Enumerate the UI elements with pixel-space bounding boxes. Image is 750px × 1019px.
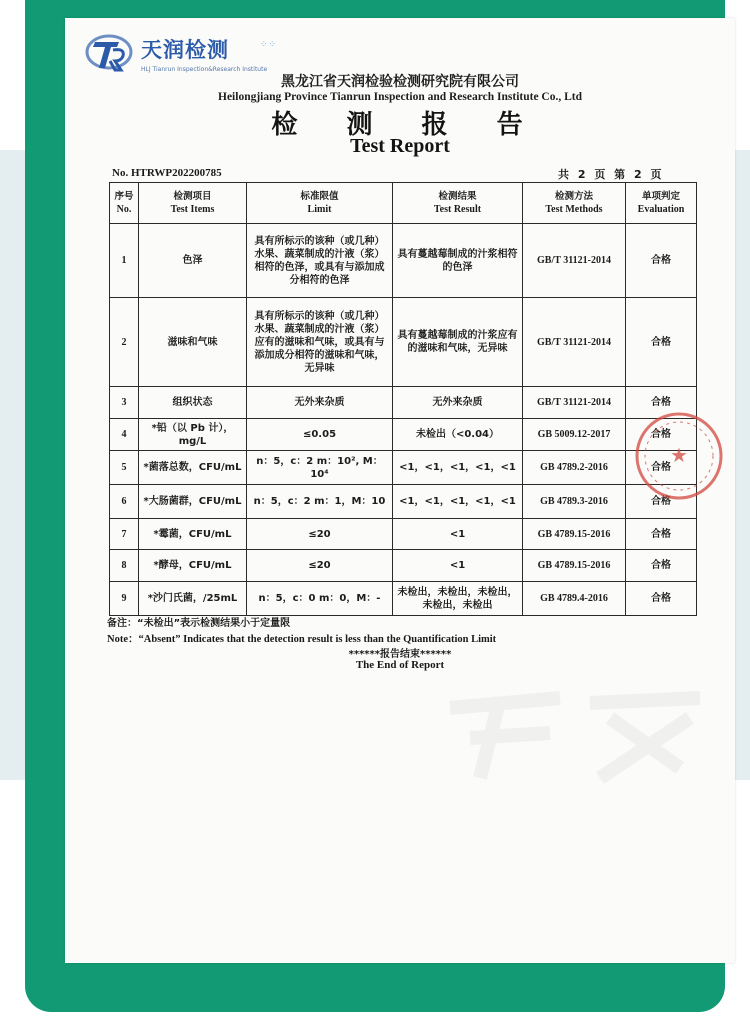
cell-method: GB 4789.15-2016 xyxy=(523,550,626,582)
cell-item: *铅（以 Pb 计），mg/L xyxy=(139,419,247,451)
cell-evaluation: 合格 xyxy=(626,582,697,616)
cell-evaluation: 合格 xyxy=(626,550,697,582)
cell-method: GB 5009.12-2017 xyxy=(523,419,626,451)
table-row xyxy=(110,387,697,419)
end-of-report-cn: ******报告结束****** xyxy=(348,649,452,660)
cell-item: 色泽 xyxy=(139,224,247,298)
table-row xyxy=(110,519,697,550)
table-row xyxy=(110,298,697,387)
report-number: No. HTRWP202200785 xyxy=(112,167,222,179)
cell-result: <1，<1，<1，<1，<1 xyxy=(393,451,523,485)
cell-result: 具有蔓越莓制成的汁浆应有的滋味和气味，无异味 xyxy=(393,298,523,387)
cell-limit: n：5，c：0 m：0，M：- xyxy=(247,582,393,616)
header-limit: 标准限值 Limit xyxy=(247,183,393,224)
table-row xyxy=(110,451,697,485)
green-frame xyxy=(25,0,725,1012)
official-stamp-icon xyxy=(633,410,725,502)
cell-limit: n：5，c：2 m：10², M：10⁴ xyxy=(247,451,393,485)
results-table xyxy=(109,182,697,616)
cell-limit: ≤20 xyxy=(247,519,393,550)
cell-no: 3 xyxy=(110,387,139,419)
logo-dots-icon: ⁘⁘ xyxy=(260,39,278,49)
cell-evaluation: 合格 xyxy=(626,419,697,451)
cell-limit: 具有所标示的该种（或几种）水果、蔬菜制成的汁液（浆）相符的色泽，或具有与添加成分相符的色泽 xyxy=(247,224,393,298)
cell-method: GB/T 31121-2014 xyxy=(523,298,626,387)
cell-evaluation: 合格 xyxy=(626,485,697,519)
table-row xyxy=(110,582,697,616)
cell-evaluation: 合格 xyxy=(626,451,697,485)
end-of-report-en: The End of Report xyxy=(355,659,445,671)
organization-name-en: Heilongjiang Province Tianrun Inspection and Research Institute Co., Ltd xyxy=(218,91,582,103)
cell-method: GB 4789.15-2016 xyxy=(523,519,626,550)
cell-method: GB 4789.2-2016 xyxy=(523,451,626,485)
report-title-cn: 检 测 报 告 xyxy=(271,110,543,140)
cell-evaluation: 合格 xyxy=(626,298,697,387)
cell-item: *沙门氏菌，/25mL xyxy=(139,582,247,616)
cell-item: *大肠菌群，CFU/mL xyxy=(139,485,247,519)
cell-result: 无外来杂质 xyxy=(393,387,523,419)
cell-no: 4 xyxy=(110,419,139,451)
cell-method: GB/T 31121-2014 xyxy=(523,387,626,419)
cell-result: <1，<1，<1，<1，<1 xyxy=(393,485,523,519)
cell-item: *酵母，CFU/mL xyxy=(139,550,247,582)
cell-result: 具有蔓越莓制成的汁浆相符的色泽 xyxy=(393,224,523,298)
page-info: 共 2 页 第 2 页 xyxy=(558,168,662,181)
organization-name-cn: 黑龙江省天润检验检测研究院有限公司 xyxy=(281,74,519,90)
table-row xyxy=(110,550,697,582)
cell-method: GB 4789.3-2016 xyxy=(523,485,626,519)
cell-no: 6 xyxy=(110,485,139,519)
cell-limit: ≤20 xyxy=(247,550,393,582)
header-test-result: 检测结果 Test Result xyxy=(393,183,523,224)
cell-no: 2 xyxy=(110,298,139,387)
header-test-methods: 检测方法 Test Methods xyxy=(523,183,626,224)
cell-limit: n：5，c：2 m：1，M：10 xyxy=(247,485,393,519)
header-evaluation: 单项判定 Evaluation xyxy=(626,183,697,224)
svg-text:★: ★ xyxy=(670,443,688,467)
note-cn: 备注：“未检出”表示检测结果小于定量限 xyxy=(107,618,291,629)
cell-limit: ≤0.05 xyxy=(247,419,393,451)
header-test-items: 检测项目 Test Items xyxy=(139,183,247,224)
cell-result: 未检出（<0.04） xyxy=(393,419,523,451)
header-no: 序号 No. xyxy=(110,183,139,224)
cell-evaluation: 合格 xyxy=(626,224,697,298)
cell-no: 9 xyxy=(110,582,139,616)
cell-no: 1 xyxy=(110,224,139,298)
logo-name-cn: 天润检测 xyxy=(141,38,229,62)
cell-result: 未检出，未检出，未检出，未检出，未检出 xyxy=(393,582,523,616)
report-page xyxy=(65,18,735,963)
cell-item: 滋味和气味 xyxy=(139,298,247,387)
watermark-graphic xyxy=(440,678,720,788)
cell-method: GB/T 31121-2014 xyxy=(523,224,626,298)
table-row xyxy=(110,485,697,519)
cell-result: <1 xyxy=(393,550,523,582)
cell-evaluation: 合格 xyxy=(626,519,697,550)
table-row xyxy=(110,419,697,451)
cell-result: <1 xyxy=(393,519,523,550)
cell-limit: 具有所标示的该种（或几种）水果、蔬菜制成的汁液（浆）应有的滋味和气味，或具有与添加成分相符的滋味和气味，无异味 xyxy=(247,298,393,387)
table-header-row xyxy=(110,183,697,224)
cell-no: 5 xyxy=(110,451,139,485)
table-row xyxy=(110,224,697,298)
report-title-en: Test Report xyxy=(350,135,450,157)
cell-item: *霉菌，CFU/mL xyxy=(139,519,247,550)
logo-name-en: HLJ Tianrun Inspection&Research Institute xyxy=(141,66,268,73)
cell-limit: 无外来杂质 xyxy=(247,387,393,419)
cell-item: *菌落总数，CFU/mL xyxy=(139,451,247,485)
cell-item: 组织状态 xyxy=(139,387,247,419)
cell-evaluation: 合格 xyxy=(626,387,697,419)
cell-no: 8 xyxy=(110,550,139,582)
cell-method: GB 4789.4-2016 xyxy=(523,582,626,616)
note-en: Note：“Absent” Indicates that the detection result is less than the Quantification Limit xyxy=(107,634,497,645)
logo-mark-icon xyxy=(85,28,137,76)
cell-no: 7 xyxy=(110,519,139,550)
